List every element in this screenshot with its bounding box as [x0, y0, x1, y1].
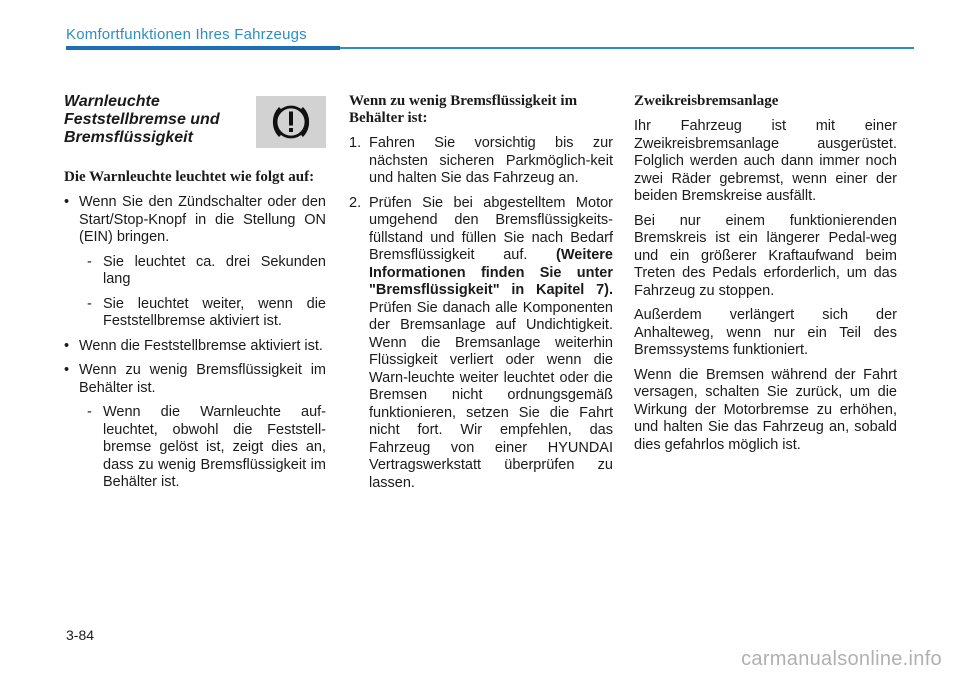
section-title: Komfortfunktionen Ihres Fahrzeugs [66, 26, 307, 43]
paragraph: Ihr Fahrzeug ist mit einer Zweikreisbremsanlage ausgerüstet. Folglich werden auch dann immer noch zwei Räder gebremst, wenn einer der beiden Bremskreise ausfällt. [634, 118, 897, 204]
list-item: • Wenn die Feststellbremse aktiviert ist. [64, 337, 323, 354]
low-fluid-subhead: Wenn zu wenig Bremsflüssigkeit im Behälter ist: [349, 93, 578, 126]
watermark: carmanualsonline.info [741, 648, 942, 670]
warning-light-title: Warnleuchte Feststellbremse und Bremsflüssigkeit [64, 93, 220, 146]
page-number: 3-84 [66, 627, 95, 643]
header-rule-thick [66, 46, 340, 50]
list-item: • Wenn zu wenig Bremsflüssigkeit im Behälter ist. [64, 362, 326, 396]
paragraph: Wenn die Bremsen während der Fahrt versagen, schalten Sie zurück, um die Wirkung der Motorbremse zu erhöhen, und halten Sie das Fahrzeug an, sobald dies gefahrlos möglich ist. [634, 366, 897, 453]
sub-list-item: - Sie leuchtet ca. drei Sekunden lang [87, 253, 326, 287]
list-item: • Wenn Sie den Zündschalter oder den Start/Stop-Knopf in die Stellung ON (EIN) bringen. [64, 194, 326, 245]
dual-circuit-subhead: Zweikreisbremsanlage [634, 93, 779, 109]
cross-reference: (Weitere Informationen finden Sie unter "Bremsflüssigkeit" in Kapitel 7). [369, 247, 613, 298]
sub-list-item: - Sie leuchtet weiter, wenn die Feststellbremse aktiviert ist. [87, 295, 326, 329]
paragraph: Bei nur einem funktionierenden Bremskreis ist ein längerer Pedal-weg und ein größerer Kraftaufwand beim Treten des Pedals erforderlich, um das Fahrzeug zu stoppen. [634, 212, 897, 299]
numbered-item: 2. Prüfen Sie bei abgestelltem Motor umgehend den Bremsflüssigkeits-füllstand und füllen Sie nach Bedarf Bremsflüssigkeit auf. (Weitere Informationen finden Sie unter "Bremsflüssigkeit" in Kapitel 7). Prüfen Sie danach alle Komponenten der Bremsanlage auf Undichtigkeit. Wenn die Bremsanlage weiterhin Flüssigkeit verliert oder wenn die Warn-leuchte weiter leuchtet oder die Bremsen nicht ordnungsgemäß funktionieren, setzen Sie die Fahrt nicht fort. Wir empfehlen, das Fahrzeug von einer HYUNDAI Vertragswerkstatt überprüfen zu lassen. [349, 194, 613, 491]
paragraph: Außerdem verlängert sich der Anhalteweg, wenn nur ein Teil des Bremssystems funktioniert. [634, 307, 897, 358]
numbered-item: 1. Fahren Sie vorsichtig bis zur nächsten sicheren Parkmöglich-keit und halten Sie das Fahrzeug an. [349, 135, 613, 186]
sub-list-item: - Wenn die Warnleuchte auf-leuchtet, obwohl die Feststell-bremse gelöst ist, zeigt dies an, dass zu wenig Bremsflüssigkeit im Behälter ist. [87, 404, 326, 490]
warning-subhead: Die Warnleuchte leuchtet wie folgt auf: [64, 169, 315, 185]
column-middle [349, 93, 613, 499]
header-rule-thin [340, 47, 914, 49]
column-right [634, 93, 897, 461]
column-left [64, 93, 326, 499]
